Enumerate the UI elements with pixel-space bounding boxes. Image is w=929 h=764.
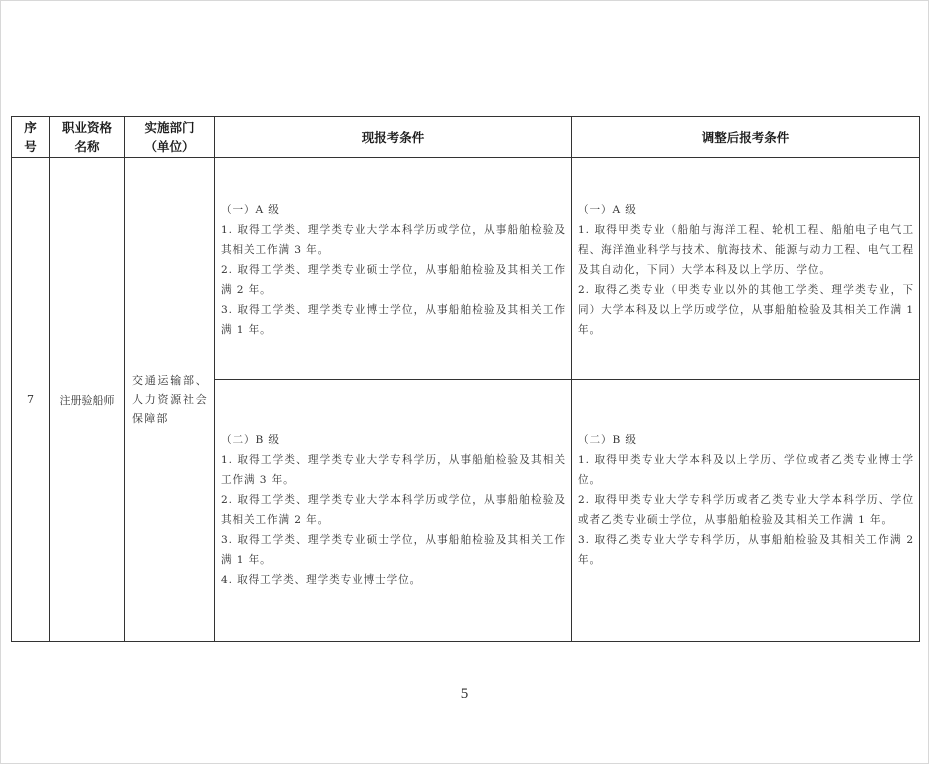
- row-qualification-name: 注册验船师: [50, 158, 125, 642]
- adjusted-a-item-2: 2. 取得乙类专业（甲类专业以外的其他工学类、理学类专业，下同）大学本科及以上学历或学位，从事船舶检验及其相关工作满 1 年。: [578, 284, 914, 336]
- current-conditions-a: [215, 158, 572, 380]
- header-adjusted-conditions: 调整后报考条件: [572, 117, 920, 158]
- adjusted-b-item-1: 1. 取得甲类专业大学本科及以上学历、学位或者乙类专业博士学位。: [578, 454, 914, 486]
- adjusted-a-heading: （一）A 级: [578, 204, 637, 216]
- header-seq: [12, 117, 50, 158]
- current-b-item-3: 3. 取得工学类、理学类专业硕士学位，从事船舶检验及其相关工作满 1 年。: [221, 534, 566, 566]
- row-seq: 7: [12, 158, 50, 642]
- header-department-line-1: 实施部门: [144, 120, 195, 135]
- current-a-heading: （一）A 级: [221, 204, 280, 216]
- header-qualification: [50, 117, 125, 158]
- current-b-item-2: 2. 取得工学类、理学类专业大学本科学历或学位，从事船舶检验及其相关工作满 2 年。: [221, 494, 566, 526]
- header-current-conditions: 现报考条件: [215, 117, 572, 158]
- current-a-item-1: 1. 取得工学类、理学类专业大学本科学历或学位，从事船舶检验及其相关工作满 3 年。: [221, 224, 566, 256]
- header-seq-line-2: 号: [24, 139, 37, 154]
- current-b-item-1: 1. 取得工学类、理学类专业大学专科学历，从事船舶检验及其相关工作满 3 年。: [221, 454, 566, 486]
- adjusted-a-item-1: 1. 取得甲类专业（船舶与海洋工程、轮机工程、船舶电子电气工程、海洋渔业科学与技术、航海技术、能源与动力工程、电气工程及其自动化，下同）大学本科及以上学历、学位。: [578, 224, 914, 276]
- adjusted-b-heading: （二）B 级: [578, 434, 637, 446]
- header-qualification-line-1: 职业资格: [61, 120, 112, 135]
- header-department: [125, 117, 215, 158]
- header-qualification-line-2: 名称: [74, 139, 100, 154]
- qualification-table: [11, 116, 920, 642]
- header-department-line-2: （单位）: [144, 139, 195, 154]
- adjusted-b-item-2: 2. 取得甲类专业大学专科学历或者乙类专业大学本科学历、学位或者乙类专业硕士学位，从事船舶检验及其相关工作满 1 年。: [578, 494, 914, 526]
- current-a-item-3: 3. 取得工学类、理学类专业博士学位，从事船舶检验及其相关工作满 1 年。: [221, 304, 566, 336]
- header-row: [12, 117, 920, 158]
- adjusted-conditions-b: [572, 380, 920, 642]
- current-b-heading: （二）B 级: [221, 434, 280, 446]
- current-conditions-b: [215, 380, 572, 642]
- adjusted-b-item-3: 3. 取得乙类专业大学专科学历，从事船舶检验及其相关工作满 2 年。: [578, 534, 914, 566]
- table-row: [12, 158, 920, 380]
- adjusted-conditions-a: [572, 158, 920, 380]
- row-department: 交通运输部、人力资源社会保障部: [125, 158, 215, 642]
- page-number: 5: [460, 686, 469, 702]
- header-seq-line-1: 序: [24, 120, 37, 135]
- current-a-item-2: 2. 取得工学类、理学类专业硕士学位，从事船舶检验及其相关工作满 2 年。: [221, 264, 566, 296]
- current-b-item-4: 4. 取得工学类、理学类专业博士学位。: [221, 574, 422, 586]
